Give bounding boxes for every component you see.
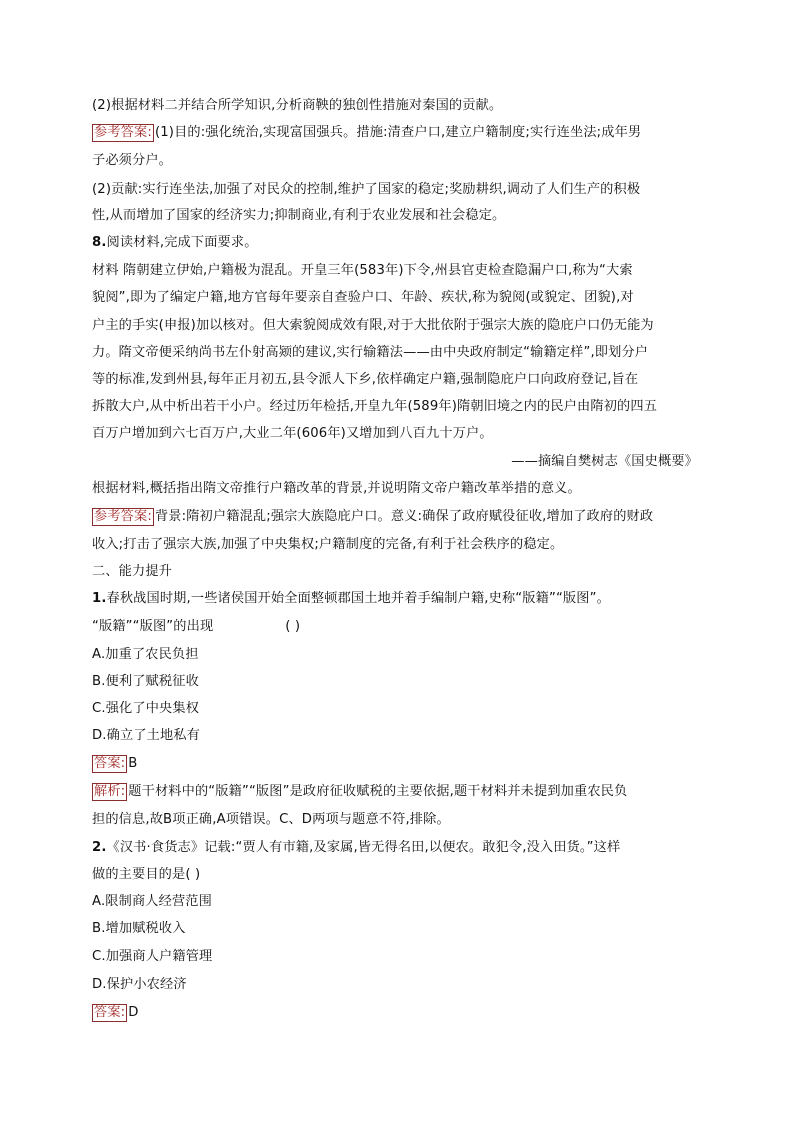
material-line: 力。隋文帝便采纳尚书左仆射高颎的建议,实行输籍法——由中央政府制定“输籍定样”,即划分户 xyxy=(92,345,649,360)
answer-value: B xyxy=(128,756,138,771)
question-8-title xyxy=(92,234,712,252)
analysis-line xyxy=(92,783,712,801)
question-text: 春秋战国时期,一些诸侯国开始全面整顿郡国土地并着手编制户籍,史称“版籍”“版图”。 xyxy=(106,591,610,606)
material-line: 材料 隋朝建立伊始,户籍极为混乱。开皇三年(583年)下令,州县官吏检查隐漏户口,称为“大索 xyxy=(92,263,633,278)
answer-text: (1)目的:强化统治,实现富国强兵。措施:清查户口,建立户籍制度;实行连坐法;成年男 xyxy=(154,125,642,140)
problem-2-stem xyxy=(92,839,712,857)
q2-prompt: (2)根据材料二并结合所学知识,分析商鞅的独创性措施对秦国的贡献。 xyxy=(92,98,503,113)
question-text: 阅读材料,完成下面要求。 xyxy=(106,235,258,250)
question-text: 《汉书·食货志》记载:“贾人有市籍,及家属,皆无得名田,以便农。敢犯令,没入田货。”这样 xyxy=(106,840,621,855)
answer-line xyxy=(92,508,712,526)
option-c: C.加强商人户籍管理 xyxy=(92,949,213,964)
answer-line xyxy=(92,755,712,773)
question-text: “版籍”“版图”的出现 xyxy=(92,619,214,634)
material-line: 拆散大户,从中析出若干小户。经过历年检括,开皇九年(589年)隋朝旧境之内的民户由隋初的四五 xyxy=(92,399,658,414)
analysis-text: 担的信息,故B项正确,A项错误。C、D两项与题意不符,排除。 xyxy=(92,812,450,827)
answer-tag: 答案: xyxy=(94,1005,126,1020)
question-number: 2. xyxy=(92,840,107,855)
question-text: 根据材料,概括指出隋文帝推行户籍改革的背景,并说明隋文帝户籍改革举措的意义。 xyxy=(92,481,581,496)
option-b: B.便利了赋税征收 xyxy=(92,674,199,689)
option-b: B.增加赋税收入 xyxy=(92,921,186,936)
problem-1-stem-cont xyxy=(92,618,712,636)
option-d: D.确立了土地私有 xyxy=(92,728,201,743)
question-number: 1. xyxy=(92,591,107,606)
analysis-tag: 解析: xyxy=(94,784,126,799)
problem-1-stem xyxy=(92,590,712,608)
answer-value: D xyxy=(128,1005,139,1020)
material-line: 等的标准,发到州县,每年正月初五,县令派人下乡,依样确定户籍,强制隐庇户口向政府登记,旨在 xyxy=(92,372,639,387)
answer-line xyxy=(92,124,712,142)
problem-2-stem-cont: 做的主要目的是( ) xyxy=(92,867,201,882)
answer-text: 性,从而增加了国家的经济实力;抑制商业,有利于农业发展和社会稳定。 xyxy=(92,208,506,223)
answer-blank: ( ) xyxy=(285,619,301,634)
answer-tag: 参考答案: xyxy=(94,509,152,524)
answer-text: (2)贡献:实行连坐法,加强了对民众的控制,维护了国家的稳定;奖励耕织,调动了人们生产的积极 xyxy=(92,182,641,197)
answer-text: 子必须分户。 xyxy=(92,153,173,168)
answer-tag: 参考答案: xyxy=(94,125,152,140)
question-number: 8. xyxy=(92,235,107,250)
material-line: 百万户增加到六七百万户,大业二年(606年)又增加到八百九十万户。 xyxy=(92,426,493,441)
material-line: 貌阅”,即为了编定户籍,地方官每年要亲自查验户口、年龄、疾状,称为貌阅(或貌定、团貌),对 xyxy=(92,290,634,305)
answer-line xyxy=(92,1004,712,1022)
material-source: ——摘编自樊树志《国史概要》 xyxy=(511,454,698,469)
answer-text: 收入;打击了强宗大族,加强了中央集权;户籍制度的完备,有利于社会秩序的稳定。 xyxy=(92,537,564,552)
analysis-text: 题干材料中的“版籍”“版图”是政府征收赋税的主要依据,题干材料并未提到加重农民负 xyxy=(128,784,628,799)
option-d: D.保护小农经济 xyxy=(92,977,187,992)
answer-text: 背景:隋初户籍混乱;强宗大族隐庇户口。意义:确保了政府赋役征收,增加了政府的财政 xyxy=(154,509,654,524)
material-line: 户主的手实(申报)加以核对。但大索貌阅成效有限,对于大批依附于强宗大族的隐庇户口仍无能为 xyxy=(92,318,654,333)
option-a: A.限制商人经营范围 xyxy=(92,894,212,909)
option-a: A.加重了农民负担 xyxy=(92,647,199,662)
section-heading: 二、能力提升 xyxy=(92,564,173,579)
answer-tag: 答案: xyxy=(94,756,126,771)
option-c: C.强化了中央集权 xyxy=(92,701,200,716)
